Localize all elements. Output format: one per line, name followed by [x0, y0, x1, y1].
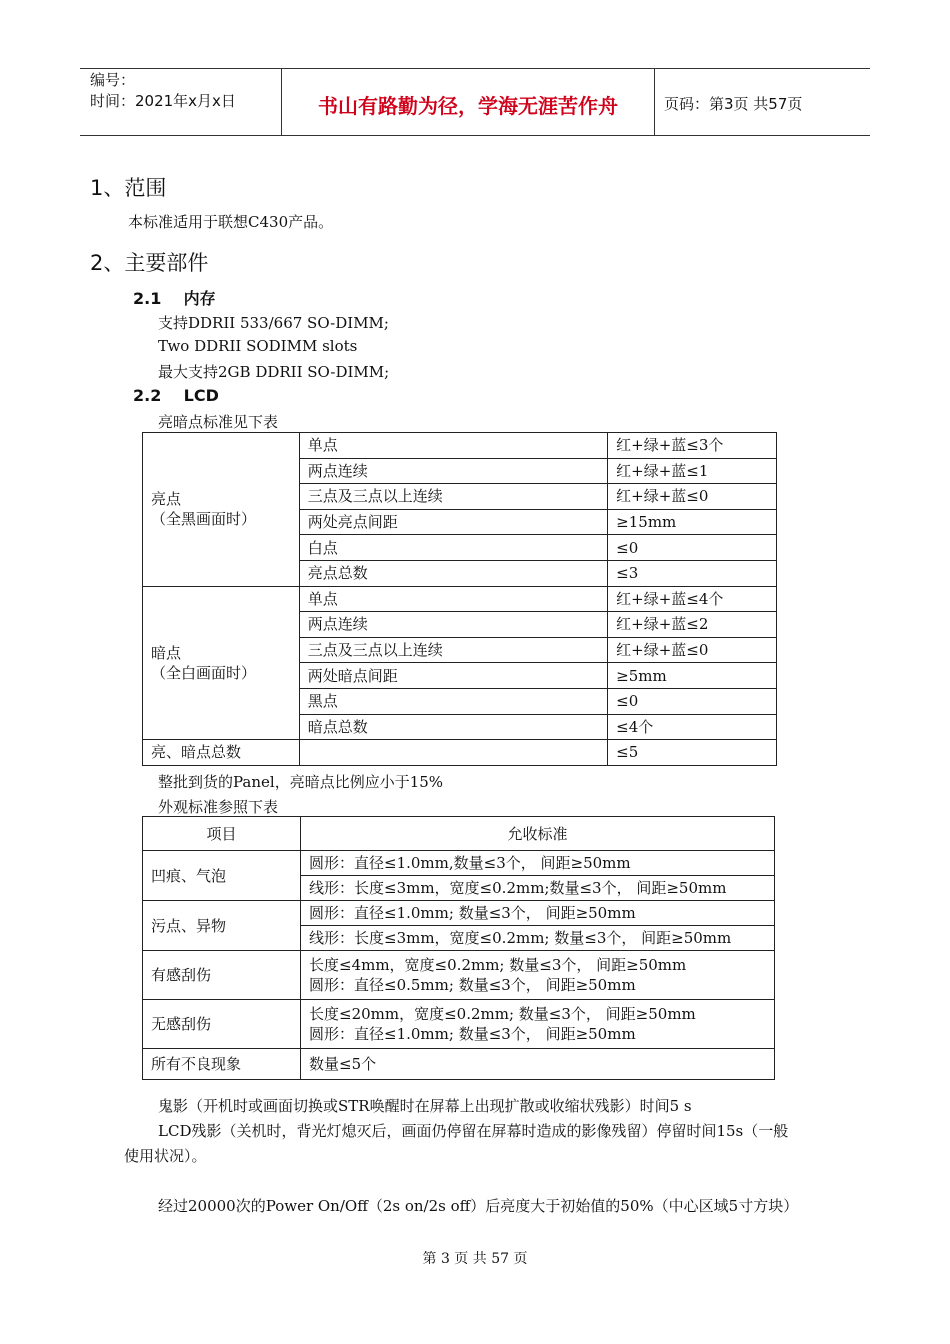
section2-heading: 2、主要部件	[90, 251, 209, 275]
table-row	[143, 740, 777, 766]
table-cell: 两点连续	[299, 612, 607, 638]
lcd-heading: 2.2 LCD	[133, 386, 219, 405]
table2-caption: 外观标准参照下表	[158, 798, 279, 816]
header-motto: 书山有路勤为径，学海无涯苦作舟	[318, 94, 618, 118]
total-dot-value: ≤5	[608, 740, 777, 766]
column-header-standard: 允收标准	[301, 817, 775, 851]
panel-note: 整批到货的Panel，亮暗点比例应小于15%	[158, 773, 444, 791]
table1-caption: 亮暗点标准见下表	[158, 413, 279, 431]
appearance-criteria: 长度≤4mm，宽度≤0.2mm; 数量≤3个， 间距≥50mm	[309, 956, 687, 974]
table-cell: 单点	[299, 586, 607, 612]
table-row	[143, 1049, 775, 1080]
column-header-item: 项目	[143, 817, 301, 851]
table-cell: 两点连续	[299, 458, 607, 484]
table-row	[143, 951, 775, 1000]
header-top-border	[80, 68, 870, 69]
appearance-item: 有感刮伤	[143, 951, 301, 1000]
total-dot-label: 亮、暗点总数	[143, 740, 300, 766]
table-cell: ≤0	[608, 688, 777, 714]
header-number-label: 编号：	[90, 71, 136, 89]
appearance-criteria: 数量≤5个	[301, 1049, 775, 1080]
appearance-criteria: 圆形：直径≤1.0mm; 数量≤3个， 间距≥50mm	[301, 901, 775, 926]
header-time-label: 时间：2021年x月x日	[90, 92, 236, 110]
table-cell: ≥5mm	[608, 663, 777, 689]
memory-line-1: 支持DDRII 533/667 SO-DIMM;	[158, 314, 389, 332]
appearance-item: 污点、异物	[143, 901, 301, 951]
table-cell: 两处暗点间距	[299, 663, 607, 689]
table-cell: 单点	[299, 433, 607, 459]
table-cell: 红+绿+蓝≤0	[608, 637, 777, 663]
table-cell: 黑点	[299, 688, 607, 714]
table-cell: 暗点总数	[299, 714, 607, 740]
table-cell: 红+绿+蓝≤0	[608, 484, 777, 510]
dark-dot-group-cell	[143, 586, 300, 740]
header-meta	[90, 70, 236, 112]
dark-dot-sublabel: （全白画面时）	[151, 663, 257, 682]
bright-dot-label: 亮点	[151, 490, 182, 509]
table-row	[143, 901, 775, 926]
table-cell: ≤0	[608, 535, 777, 561]
residual-image-note-line1: LCD残影（关机时，背光灯熄灭后，画面仍停留在屏幕时造成的影像残留）停留时间15s（一般	[158, 1122, 789, 1140]
page-footer: 第 3 页 共 57 页	[422, 1251, 528, 1267]
table-header-row	[143, 817, 775, 851]
dot-standard-table	[142, 432, 777, 766]
dark-dot-label: 暗点	[151, 643, 182, 662]
appearance-criteria: 圆形：直径≤0.5mm; 数量≤3个， 间距≥50mm	[309, 976, 636, 994]
appearance-criteria-cell	[301, 951, 775, 1000]
appearance-criteria: 线形：长度≤3mm，宽度≤0.2mm;数量≤3个， 间距≥50mm	[301, 876, 775, 901]
table-cell: 红+绿+蓝≤4个	[608, 586, 777, 612]
section1-heading: 1、范围	[90, 176, 167, 200]
table-cell: 白点	[299, 535, 607, 561]
residual-image-note-line2: 使用状况）。	[124, 1147, 207, 1165]
header-bottom-border	[80, 135, 870, 136]
header-divider-right	[654, 69, 655, 136]
table-cell: 两处亮点间距	[299, 509, 607, 535]
power-cycle-note: 经过20000次的Power On/Off（2s on/2s off）后亮度大于初始值的50%（中心区域5寸方块）	[158, 1197, 799, 1215]
table-cell	[299, 740, 607, 766]
appearance-criteria: 圆形：直径≤1.0mm; 数量≤3个， 间距≥50mm	[309, 1025, 636, 1043]
header-divider-left	[281, 69, 282, 136]
table-cell: ≥15mm	[608, 509, 777, 535]
appearance-criteria: 长度≤20mm，宽度≤0.2mm; 数量≤3个， 间距≥50mm	[309, 1005, 696, 1023]
table-cell: 红+绿+蓝≤3个	[608, 433, 777, 459]
table-cell: ≤4个	[608, 714, 777, 740]
table-row	[143, 433, 777, 459]
table-cell: 三点及三点以上连续	[299, 637, 607, 663]
table-row	[143, 1000, 775, 1049]
bright-dot-group-cell	[143, 433, 300, 587]
header-page-code: 页码：第3页 共57页	[664, 95, 803, 113]
appearance-standard-table	[142, 816, 775, 1080]
bright-dot-sublabel: （全黑画面时）	[151, 510, 257, 529]
appearance-item: 所有不良现象	[143, 1049, 301, 1080]
table-cell: 三点及三点以上连续	[299, 484, 607, 510]
table-cell: 亮点总数	[299, 560, 607, 586]
table-row	[143, 851, 775, 876]
memory-heading: 2.1 内存	[133, 289, 216, 308]
memory-line-2: Two DDRII SODIMM slots	[158, 337, 358, 355]
appearance-criteria-cell	[301, 1000, 775, 1049]
appearance-criteria: 线形：长度≤3mm，宽度≤0.2mm; 数量≤3个， 间距≥50mm	[301, 926, 775, 951]
table-cell: 红+绿+蓝≤2	[608, 612, 777, 638]
section1-text: 本标准适用于联想C430产品。	[128, 213, 334, 231]
table-cell: ≤3	[608, 560, 777, 586]
memory-line-3: 最大支持2GB DDRII SO-DIMM;	[158, 363, 390, 381]
appearance-item: 无感刮伤	[143, 1000, 301, 1049]
ghost-image-note: 鬼影（开机时或画面切换或STR唤醒时在屏幕上出现扩散或收缩状残影）时间5 s	[158, 1097, 692, 1115]
appearance-item: 凹痕、气泡	[143, 851, 301, 901]
table-cell: 红+绿+蓝≤1	[608, 458, 777, 484]
table-row	[143, 586, 777, 612]
appearance-criteria: 圆形：直径≤1.0mm,数量≤3个， 间距≥50mm	[301, 851, 775, 876]
